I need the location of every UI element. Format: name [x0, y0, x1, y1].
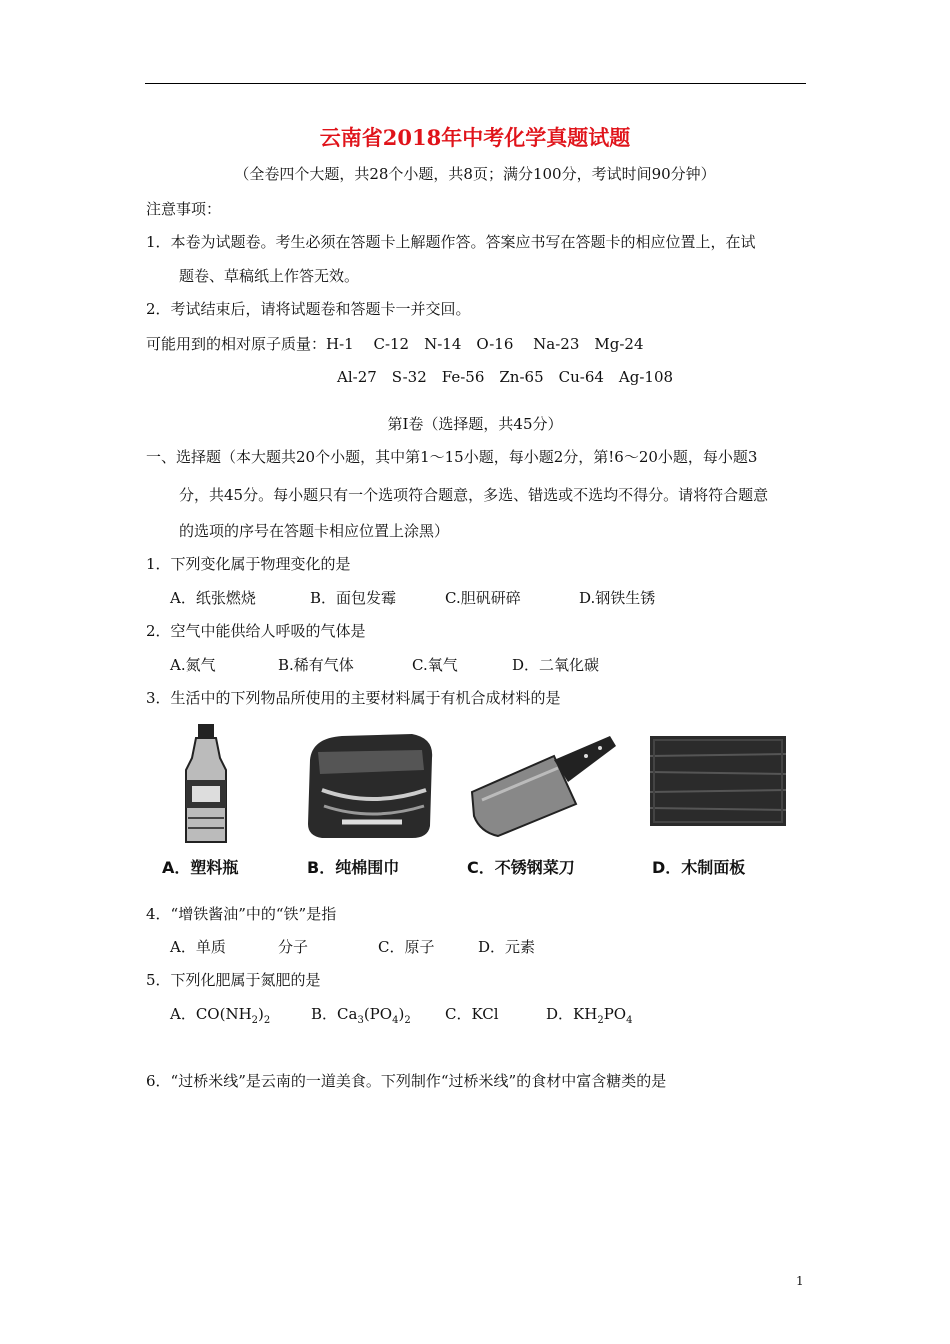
page-number: 1	[796, 1274, 804, 1288]
q2-stem: 2．空气中能供给人呼吸的气体是	[146, 622, 366, 640]
q1-stem: 1．下列变化属于物理变化的是	[146, 555, 351, 573]
q3-option-c: C．不锈钢菜刀	[467, 858, 575, 877]
q3-stem: 3．生活中的下列物品所使用的主要材料属于有机合成材料的是	[146, 689, 561, 707]
q2-option-b: B.稀有气体	[278, 656, 354, 674]
section1-instructions-2: 分，共45分。每小题只有一个选项符合题意，多选、错选或不选均不得分。请将符合题意	[179, 486, 769, 504]
cotton-scarf-image	[302, 730, 440, 842]
q1-option-d: D.钢铁生锈	[579, 589, 656, 607]
q1-option-c: C.胆矾研碎	[445, 589, 521, 607]
q2-option-c: C.氧气	[412, 656, 458, 674]
q4-option-c: C．原子	[378, 938, 435, 956]
wooden-panel-image	[650, 736, 786, 826]
notice-item-1-cont: 题卷、草稿纸上作答无效。	[179, 267, 360, 285]
q1-option-a: A．纸张燃烧	[170, 589, 256, 607]
q1-option-b: B．面包发霉	[310, 589, 397, 607]
q5-option-a: A．$CO(NH_2)_2$	[170, 1005, 271, 1026]
q3-option-d: D．木制面板	[652, 858, 746, 877]
q5-option-c: C．KCl	[445, 1005, 499, 1023]
part1-header: 第Ⅰ卷（选择题，共45分）	[387, 415, 563, 433]
q5-stem: 5．下列化肥属于氮肥的是	[146, 971, 321, 989]
q5-option-b: B．$Ca_3(PO_4)_2$	[311, 1005, 411, 1026]
q2-option-d: D．二氧化碳	[512, 656, 600, 674]
notice-heading: 注意事项：	[146, 200, 222, 218]
kitchen-knife-image	[468, 732, 618, 842]
q4-option-b: 分子	[278, 938, 309, 956]
q4-option-a: A．单质	[170, 938, 226, 956]
q2-option-a: A.氮气	[170, 656, 216, 674]
atomic-mass-line-1: 可能用到的相对原子质量：H-1 C-12 N-14 O-16 Na-23 Mg-24	[146, 335, 644, 353]
page-title: 云南省2018年中考化学真题试题	[319, 125, 631, 150]
q3-option-b: B．纯棉围巾	[307, 858, 400, 877]
section1-instructions: 一、选择题（本大题共20个小题，其中第1～15小题，每小题2分，第!6～20小题，每小题3	[146, 448, 758, 466]
notice-item-2: 2．考试结束后，请将试题卷和答题卡一并交回。	[146, 300, 471, 318]
notice-item-1: 1．本卷为试题卷。考生必须在答题卡上解题作答。答案应书写在答题卡的相应位置上，在试	[146, 233, 756, 251]
q5-option-d: D．$KH_2PO_4$	[546, 1005, 633, 1026]
q3-option-a: A．塑料瓶	[162, 858, 239, 877]
section1-instructions-3: 的选项的序号在答题卡相应位置上涂黑）	[179, 522, 450, 540]
exam-info: （全卷四个大题，共28个小题，共8页；满分100分，考试时间90分钟）	[234, 165, 716, 183]
atomic-mass-line-2: Al-27 S-32 Fe-56 Zn-65 Cu-64 Ag-108	[337, 368, 674, 386]
q6-stem: 6．“过桥米线”是云南的一道美食。下列制作“过桥米线”的食材中富含糖类的是	[146, 1072, 667, 1090]
q4-stem: 4．“增铁酱油”中的“铁”是指	[146, 905, 337, 923]
q4-option-d: D．元素	[478, 938, 536, 956]
plastic-bottle-image	[176, 722, 236, 848]
header-rule	[145, 83, 806, 84]
